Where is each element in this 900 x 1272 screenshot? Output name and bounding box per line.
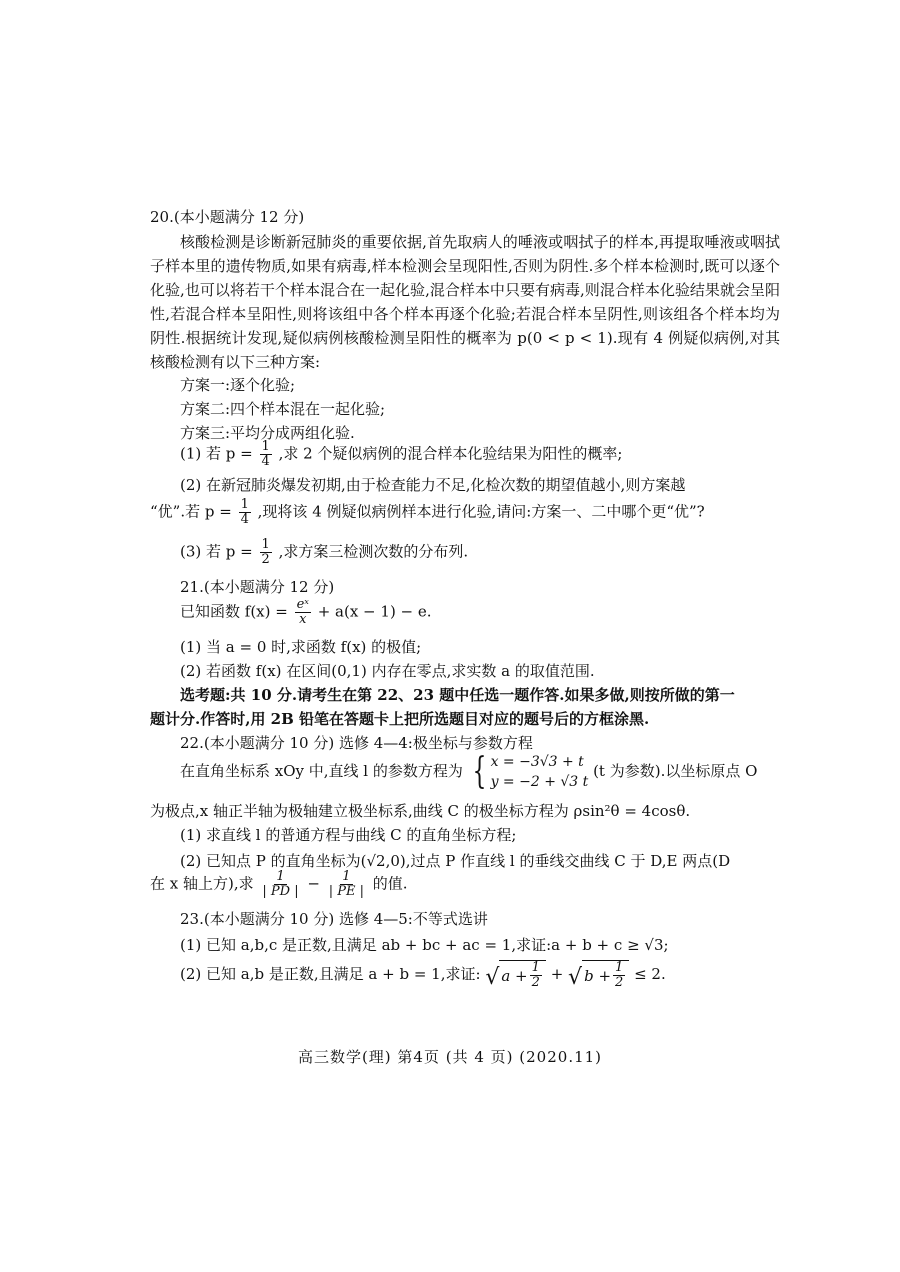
q20-part2-line1: (2) 在新冠肺炎爆发初期,由于检查能力不足,化检次数的期望值越小,则方案越 bbox=[180, 476, 686, 494]
q22-given-post: (t 为参数).以坐标原点 O bbox=[593, 762, 758, 780]
q20-part1 bbox=[180, 440, 622, 469]
plus-sign: + bbox=[550, 965, 564, 983]
q20-part3-pre: (3) 若 p = bbox=[180, 542, 253, 561]
q20-part3-fraction bbox=[260, 538, 272, 567]
q23-part1: (1) 已知 a,b,c 是正数,且满足 ab + bc + ac = 1,求证:a + b + c ≥ √3; bbox=[180, 936, 669, 954]
q22-part2-pre: 在 x 轴上方),求 bbox=[150, 874, 254, 893]
fraction-denominator: 2 bbox=[531, 975, 540, 990]
radical-sign: √ bbox=[485, 965, 500, 990]
q22-part2-line2 bbox=[150, 870, 408, 899]
radical-sign: √ bbox=[568, 965, 583, 990]
fraction-denominator: 4 bbox=[240, 512, 249, 527]
fraction-denominator: 2 bbox=[615, 975, 624, 990]
q23-part2 bbox=[180, 960, 666, 990]
fraction-numerator: 1 bbox=[615, 960, 624, 975]
elective-notice-line2: 题计分.作答时,用 2B 铅笔在答题卡上把所选题目对应的题号后的方框涂黑. bbox=[150, 710, 650, 728]
q20-part2-pre: “优”.若 p = bbox=[150, 502, 232, 521]
q21-header: 21.(本小题满分 12 分) bbox=[180, 578, 335, 596]
q22-part2-line1: (2) 已知点 P 的直角坐标为(√2,0),过点 P 作直线 l 的垂线交曲线 C 于 D,E 两点(D bbox=[180, 852, 731, 870]
fraction-denominator: 2 bbox=[261, 552, 270, 567]
minus-sign: − bbox=[307, 874, 320, 893]
q22-fraction-pe bbox=[327, 870, 366, 899]
q22-part1: (1) 求直线 l 的普通方程与曲线 C 的直角坐标方程; bbox=[180, 826, 517, 844]
q21-part1: (1) 当 a = 0 时,求函数 f(x) 的极值; bbox=[180, 638, 422, 656]
q23-sqrt-b bbox=[568, 960, 629, 990]
equation-y: y = −2 + √3 t bbox=[490, 774, 589, 790]
q21-given bbox=[180, 598, 432, 627]
q21-fraction bbox=[295, 598, 311, 627]
q23-header: 23.(本小题满分 10 分) 选修 4—5:不等式选讲 bbox=[180, 910, 488, 928]
fraction-numerator: 1 bbox=[240, 497, 249, 512]
q22-header: 22.(本小题满分 10 分) 选修 4—4:极坐标与参数方程 bbox=[180, 734, 533, 752]
elective-notice-line1: 选考题:共 10 分.请考生在第 22、23 题中任选一题作答.如果多做,则按所做的第一 bbox=[180, 686, 735, 704]
radicand-a: a + bbox=[501, 966, 528, 985]
q23-sqrt-a bbox=[485, 960, 546, 990]
q20-part3 bbox=[180, 538, 468, 567]
q20-part1-pre: (1) 若 p = bbox=[180, 444, 253, 463]
q22-part2-post: 的值. bbox=[372, 874, 408, 893]
fraction-numerator: eˣ bbox=[296, 597, 309, 612]
radicand bbox=[582, 960, 629, 990]
radicand-b: b + bbox=[584, 966, 612, 985]
fraction-numerator: 1 bbox=[261, 439, 270, 454]
q21-given-post: + a(x − 1) − e. bbox=[317, 602, 432, 621]
radicand bbox=[499, 960, 546, 990]
q21-given-pre: 已知函数 f(x) = bbox=[180, 602, 288, 621]
q21-part2: (2) 若函数 f(x) 在区间(0,1) 内存在零点,求实数 a 的取值范围. bbox=[180, 662, 595, 680]
half-fraction bbox=[530, 961, 542, 990]
q23-part2-pre: (2) 已知 a,b 是正数,且满足 a + b = 1,求证: bbox=[180, 965, 481, 983]
q23-part2-post: ≤ 2. bbox=[634, 965, 666, 983]
left-brace: { bbox=[472, 751, 486, 792]
fraction-denominator: | PE | bbox=[328, 884, 365, 899]
fraction-numerator: 1 bbox=[531, 960, 540, 975]
fraction-denominator: x bbox=[299, 612, 307, 627]
q22-fraction-pd bbox=[260, 870, 300, 899]
q20-plan3: 方案三:平均分成两组化验. bbox=[180, 424, 355, 442]
q20-part3-post: ,求方案三检测次数的分布列. bbox=[278, 542, 469, 561]
q20-part2-line2 bbox=[150, 498, 705, 527]
q20-part2-post: ,现将该 4 例疑似病例样本进行化验,请问:方案一、二中哪个更“优”? bbox=[257, 502, 705, 521]
q20-part2-fraction bbox=[239, 498, 251, 527]
equation-rows bbox=[491, 752, 589, 792]
fraction-denominator: 4 bbox=[261, 454, 270, 469]
q22-parametric-system bbox=[468, 752, 589, 792]
q20-plan1: 方案一:逐个化验; bbox=[180, 376, 296, 394]
half-fraction bbox=[613, 961, 625, 990]
q20-paragraph: 核酸检测是诊断新冠肺炎的重要依据,首先取病人的唾液或咽拭子的样本,再提取唾液或咽拭子样本里的遗传物质,如果有病毒,样本检测会呈现阳性,否则为阴性.多个样本检测时,既可以逐个化验,也可以将若干个样本混合在一起化验,混合样本中只要有病毒,则混合样本化验结果就会呈阳性,若混合样本呈阳性,则将该组中各个样本再逐个化验;若混合样本呈阴性,则该组各个样本均为阴性.根据统计发现,疑似病例核酸检测呈阳性的概率为 p(0 < p < 1).现有 4 例疑似病例,对其核酸检测有以下三种方案: bbox=[150, 233, 780, 371]
q20-header: 20.(本小题满分 12 分) bbox=[150, 208, 305, 226]
equation-x: x = −3√3 + t bbox=[490, 754, 584, 770]
fraction-numerator: 1 bbox=[261, 537, 270, 552]
fraction-numerator: 1 bbox=[342, 869, 351, 884]
q22-line2: 为极点,x 轴正半轴为极轴建立极坐标系,曲线 C 的极坐标方程为 ρsin²θ = 4cosθ. bbox=[150, 802, 691, 820]
page-footer: 高三数学(理) 第4页 (共 4 页) (2020.11) bbox=[297, 1048, 603, 1066]
q20-part1-post: ,求 2 个疑似病例的混合样本化验结果为阳性的概率; bbox=[278, 444, 623, 463]
q22-given bbox=[180, 752, 757, 792]
q20-plan2: 方案二:四个样本混在一起化验; bbox=[180, 400, 386, 418]
fraction-numerator: 1 bbox=[276, 869, 285, 884]
fraction-denominator: | PD | bbox=[262, 884, 299, 899]
q20-part1-fraction bbox=[260, 440, 272, 469]
q22-given-pre: 在直角坐标系 xOy 中,直线 l 的参数方程为 bbox=[180, 762, 463, 780]
